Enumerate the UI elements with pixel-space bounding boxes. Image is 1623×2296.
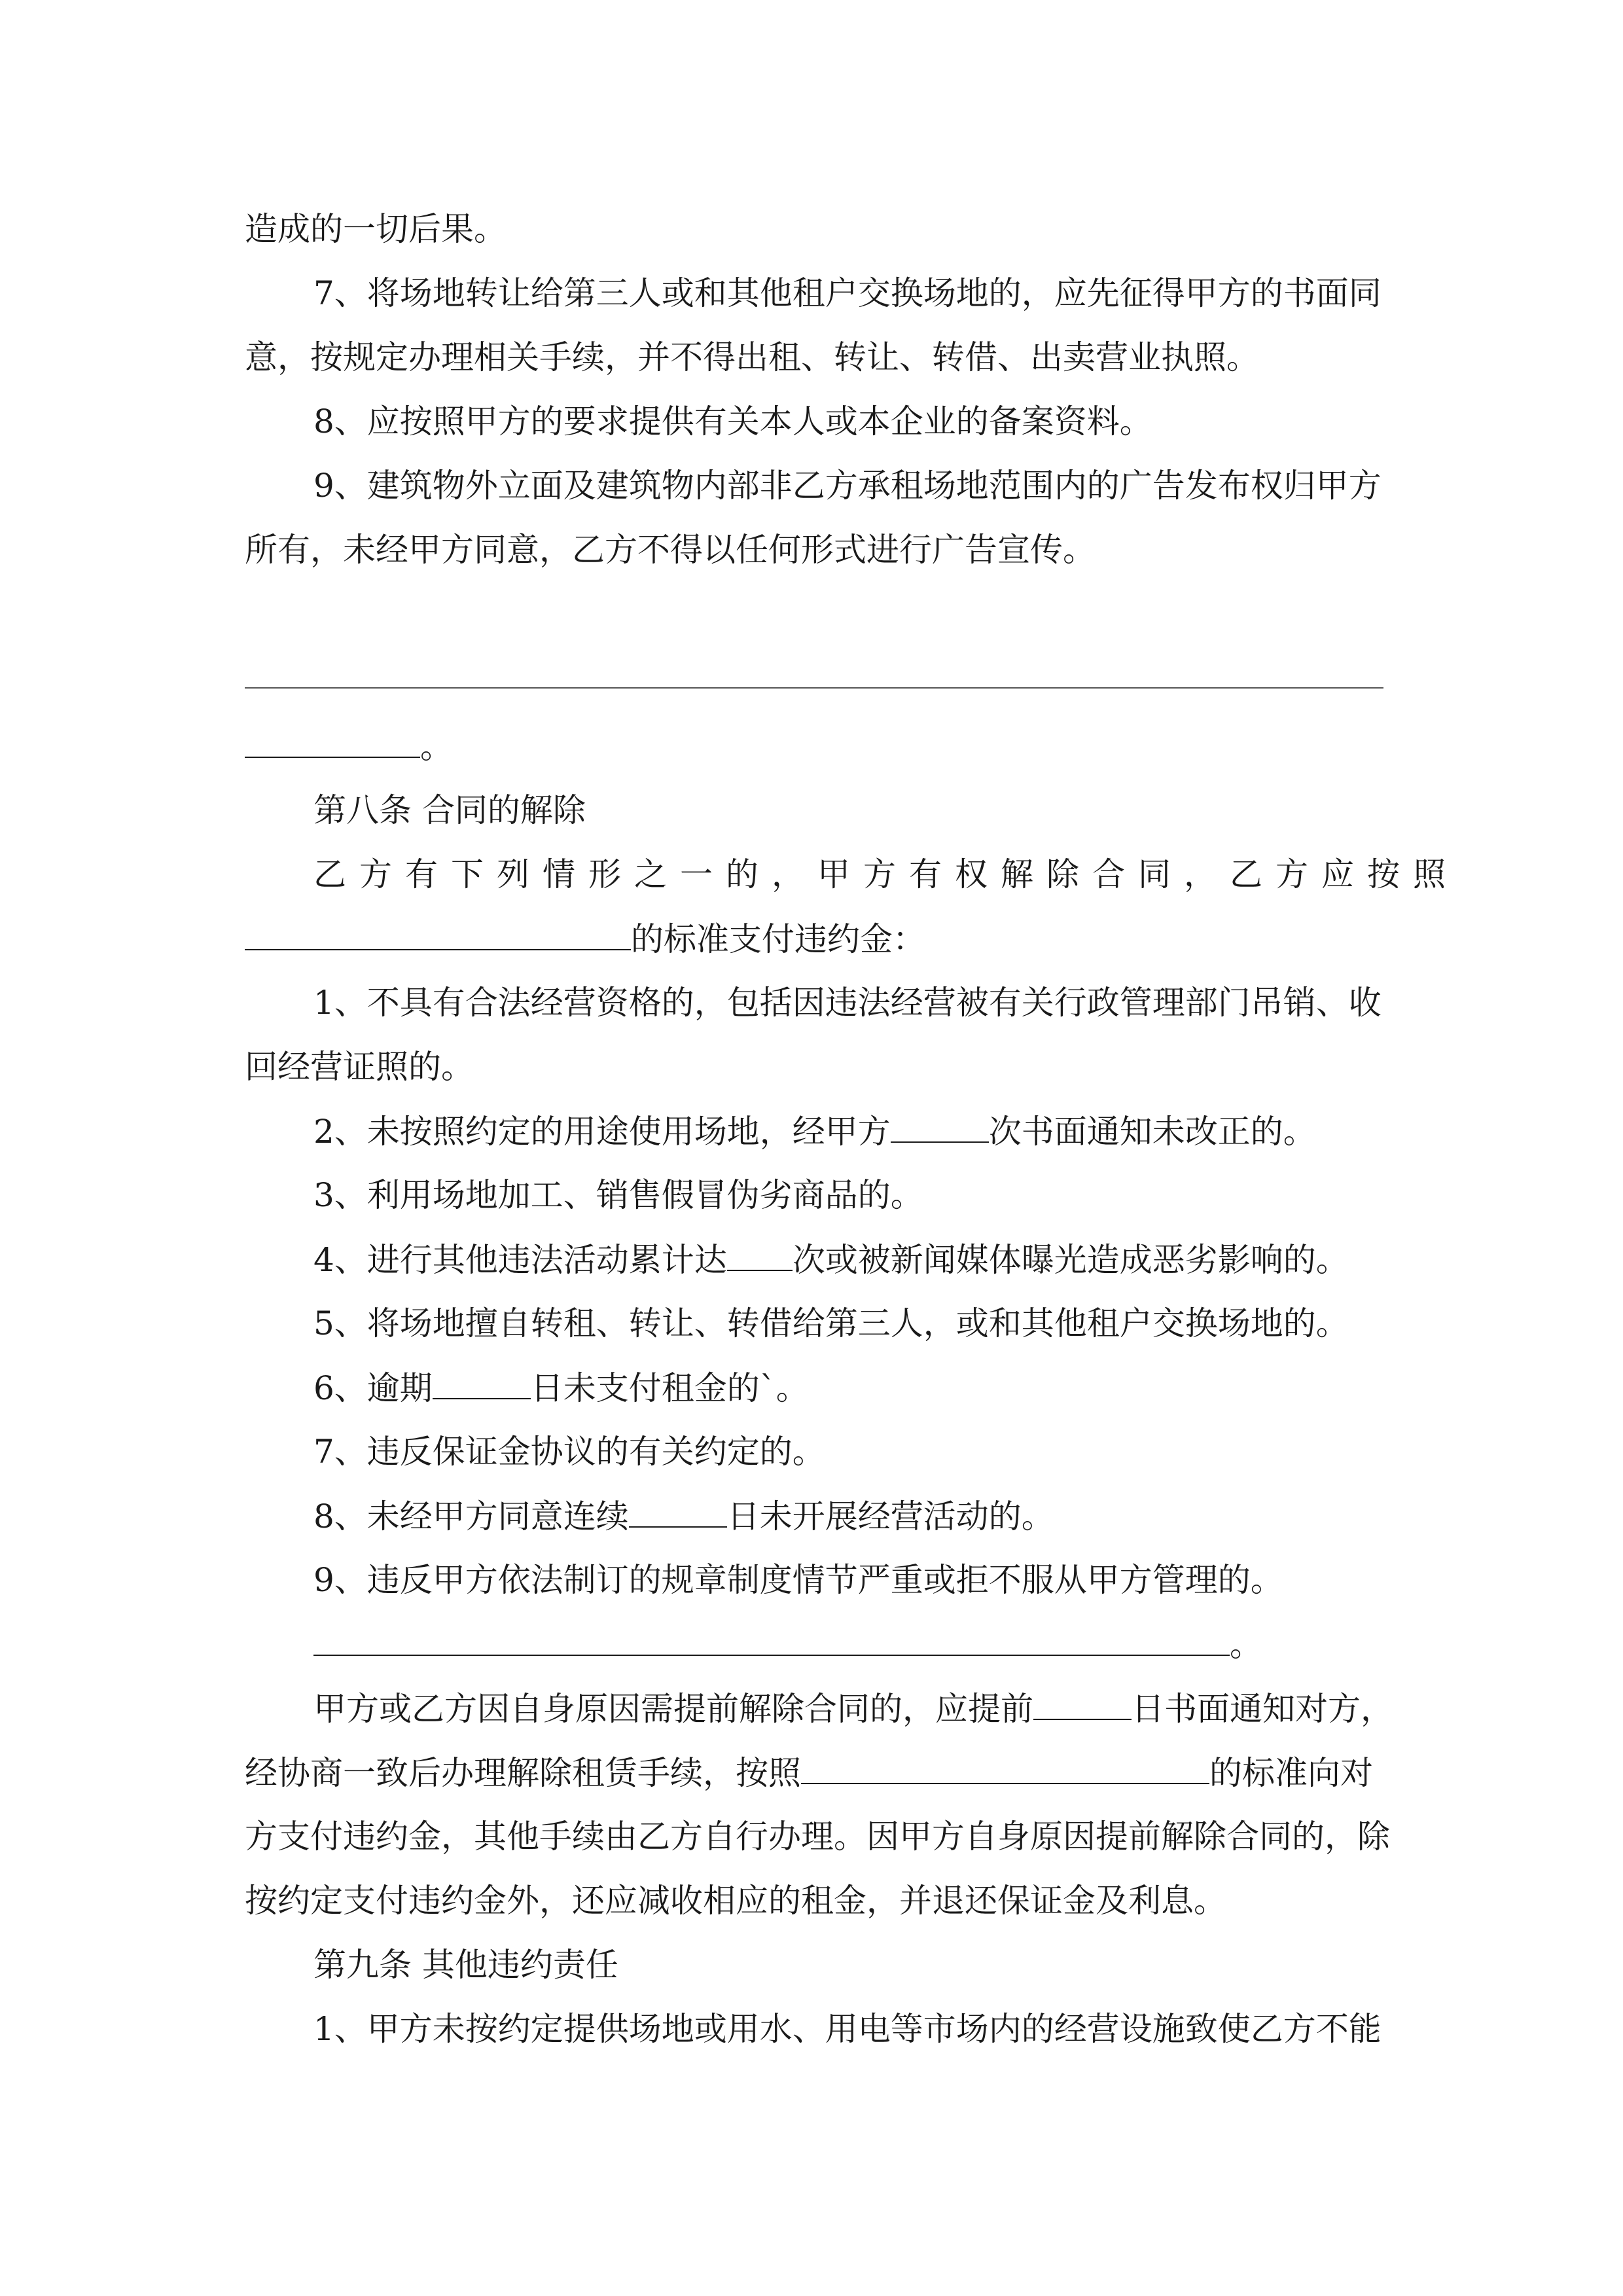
early-termination-paragraph <box>313 1689 1393 1729</box>
article-8-heading: 第八条 合同的解除 <box>313 791 586 829</box>
termination-item-7: 7、违反保证金协议的有关约定的。 <box>313 1433 825 1471</box>
early-termination-continuation: 按约定支付违约金外，还应减收相应的租金，并退还保证金及利息。 <box>245 1882 1226 1920</box>
line-end-text: 的标准支付违约金： <box>631 920 925 958</box>
item-text: 日未开展经营活动的。 <box>726 1498 1054 1535</box>
termination-item-4 <box>313 1240 1383 1280</box>
article-8-intro-continuation <box>245 919 1383 959</box>
blank-field <box>433 1368 531 1399</box>
termination-item-1-continuation: 回经营证照的。 <box>245 1048 474 1086</box>
fill-in-rule <box>245 687 1383 689</box>
paragraph-text: 经协商一致后办理解除租赁手续，按照 <box>245 1754 801 1792</box>
termination-item-3: 3、利用场地加工、销售假冒伪劣商品的。 <box>313 1176 923 1214</box>
line-end-text: 。 <box>420 728 453 766</box>
blank-field <box>313 1624 1230 1656</box>
termination-item-1: 1、不具有合法经营资格的，包括因违法经营被有关行政管理部门吊销、收 <box>313 984 1382 1022</box>
item-text: 4、进行其他违法活动累计达 <box>313 1241 727 1279</box>
early-termination-continuation <box>245 1753 1383 1793</box>
liability-item-1: 1、甲方未按约定提供场地或用水、用电等市场内的经营设施致使乙方不能 <box>313 2010 1382 2048</box>
line-end-text: 。 <box>1230 1626 1262 1664</box>
article-8-intro-text: 乙方有下列情形之一的，甲方有权解除合同，乙方应按照 <box>313 855 1459 893</box>
clause-9-continuation: 所有，未经甲方同意，乙方不得以任何形式进行广告宣传。 <box>245 531 1096 569</box>
paragraph-text: 甲方或乙方因自身原因需提前解除合同的，应提前 <box>313 1690 1033 1728</box>
termination-item-9: 9、违反甲方依法制订的规章制度情节严重或拒不服从甲方管理的。 <box>313 1561 1283 1599</box>
clause-8-line: 8、应按照甲方的要求提供有关本人或本企业的备案资料。 <box>313 403 1152 440</box>
termination-item-8 <box>313 1496 1383 1536</box>
article-8-intro-line <box>313 855 1459 894</box>
blank-field <box>891 1111 989 1143</box>
clause-7-continuation: 意，按规定办理相关手续，并不得出租、转让、转借、出卖营业执照。 <box>245 338 1259 376</box>
termination-item-6 <box>313 1368 1383 1408</box>
clause-9-line: 9、建筑物外立面及建筑物内部非乙方承租场地范围内的广告发布权归甲方 <box>313 467 1382 505</box>
blank-field <box>245 919 631 950</box>
item-text: 2、未按照约定的用途使用场地，经甲方 <box>313 1113 891 1151</box>
blank-field <box>629 1496 727 1528</box>
item-text: 次或被新闻媒体曝光造成恶劣影响的。 <box>792 1241 1349 1279</box>
early-termination-continuation: 方支付违约金，其他手续由乙方自行办理。因甲方自身原因提前解除合同的，除 <box>245 1818 1390 1856</box>
clause-7-line: 7、将场地转让给第三人或和其他租户交换场地的，应先征得甲方的书面同 <box>313 274 1382 312</box>
item-text: 次书面通知未改正的。 <box>988 1113 1316 1151</box>
paragraph-text: 的标准向对 <box>1209 1754 1373 1792</box>
fill-in-line <box>245 726 1383 766</box>
termination-item-5: 5、将场地擅自转租、转让、转借给第三人，或和其他租户交换场地的。 <box>313 1304 1349 1342</box>
blank-field <box>245 726 420 758</box>
item-text: 6、逾期 <box>313 1369 433 1407</box>
blank-field <box>727 1240 793 1271</box>
article-9-heading: 第九条 其他违约责任 <box>313 1946 618 1984</box>
item-text: 8、未经甲方同意连续 <box>313 1498 629 1535</box>
blank-field <box>801 1753 1209 1784</box>
paragraph-text: 日书面通知对方， <box>1132 1690 1393 1728</box>
item-text: 日未支付租金的`。 <box>530 1369 809 1407</box>
fill-in-line <box>313 1624 1383 1664</box>
termination-item-2 <box>313 1111 1383 1151</box>
blank-field <box>1033 1689 1132 1720</box>
paragraph-line: 造成的一切后果。 <box>245 210 507 248</box>
